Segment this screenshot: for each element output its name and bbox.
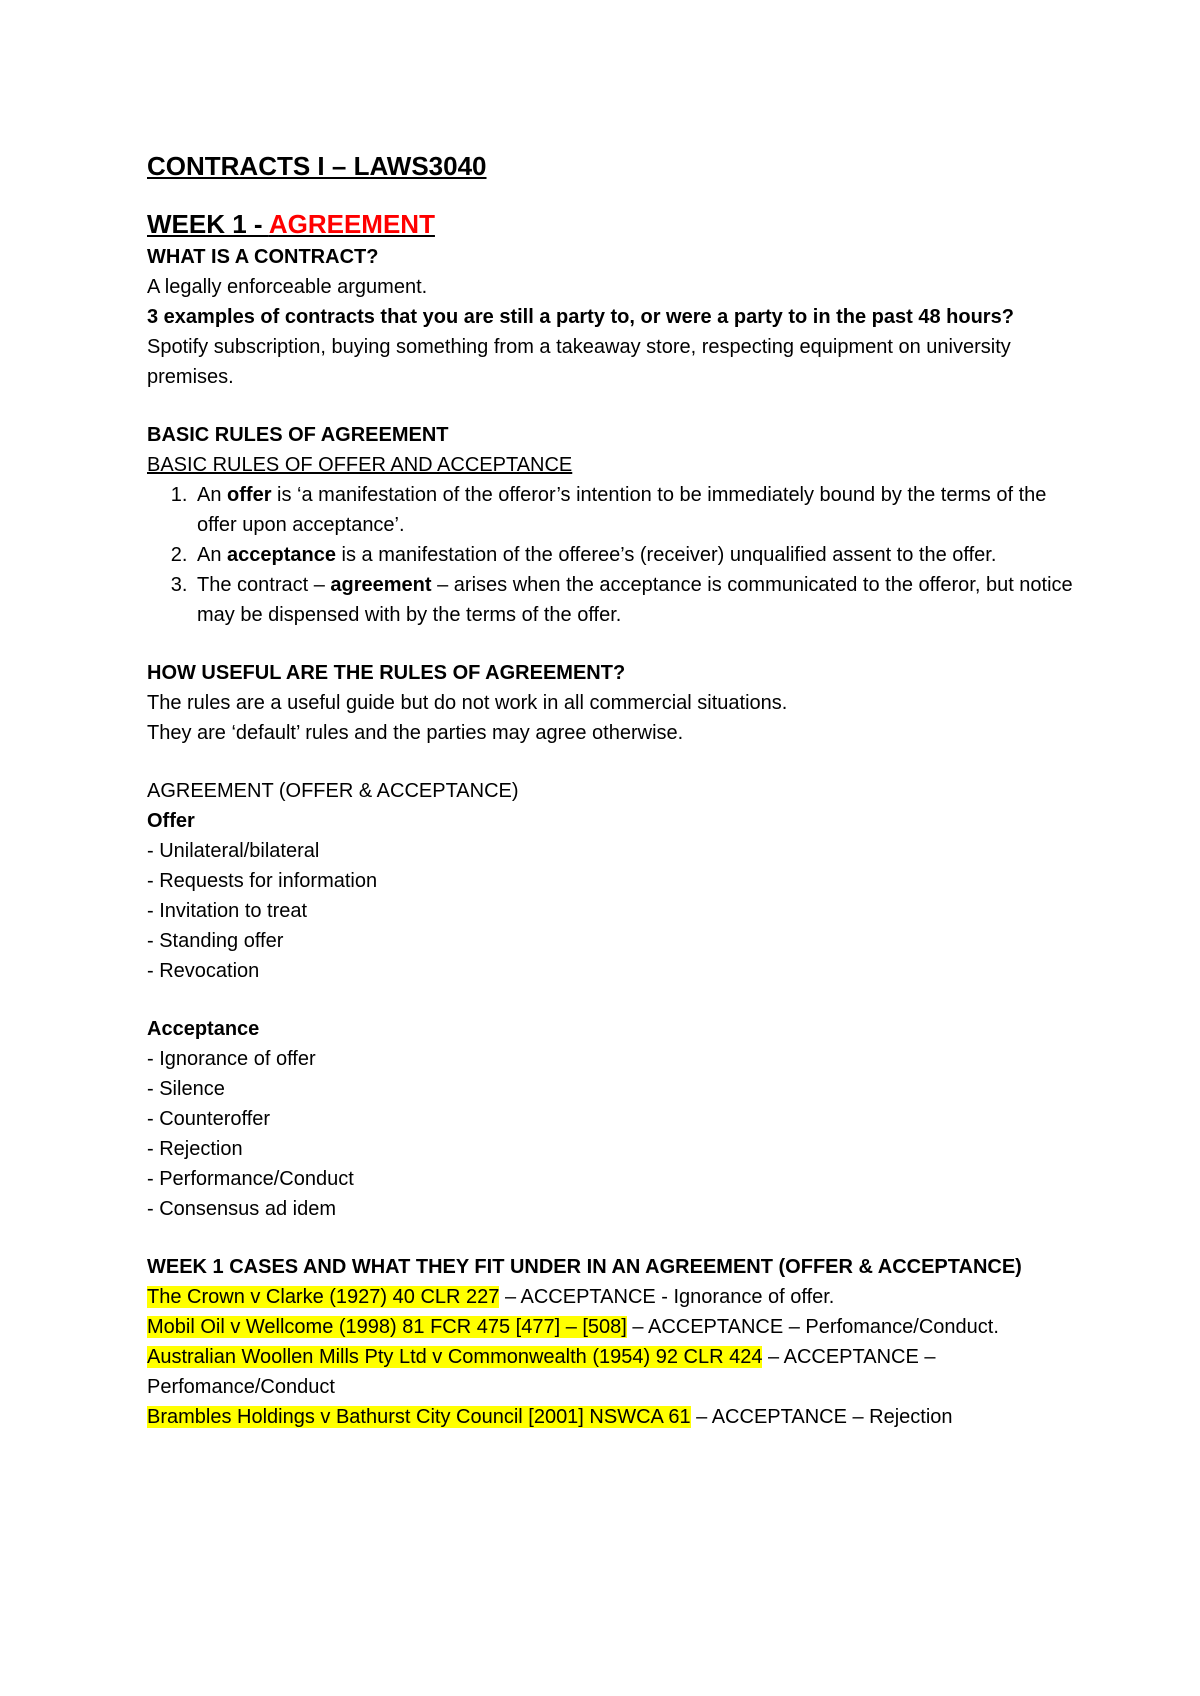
rule-text: is a manifestation of the offeree’s (receiver) unqualified assent to the offer. (336, 544, 997, 566)
case-entry (147, 1342, 1087, 1402)
rule-text: The contract – (197, 574, 331, 596)
list-item (193, 480, 1087, 540)
what-is-contract-answer: A legally enforceable argument. (147, 276, 428, 298)
list-item: - Requests for information (147, 870, 378, 892)
rule-term: agreement (330, 574, 432, 596)
rule-text: – arises when the acceptance is communicated to the offeror, but notice may be dispensed with by the terms of the offer. (197, 574, 1073, 626)
case-description: – ACCEPTANCE – Perfomance/Conduct. (626, 1316, 999, 1338)
rule-term: offer (227, 484, 272, 506)
spacer (147, 630, 1087, 658)
offer-label: Offer (147, 810, 195, 832)
week-heading-topic: AGREEMENT (268, 209, 435, 239)
week-heading-prefix: WEEK 1 - (147, 209, 269, 239)
examples-question: 3 examples of contracts that you are still a party to, or were a party to in the past 48 hours? (147, 306, 1014, 328)
rule-text: An (197, 544, 228, 566)
spacer (147, 1224, 1087, 1252)
list-item: - Rejection (147, 1138, 243, 1160)
week-heading (147, 206, 1087, 242)
case-description: – ACCEPTANCE – Perfomance/Conduct (147, 1346, 936, 1398)
list-item: - Silence (147, 1078, 225, 1100)
spacer (147, 748, 1087, 776)
document-title: CONTRACTS I – LAWS3040 (147, 151, 487, 181)
list-item (193, 540, 1087, 570)
list-item: - Consensus ad idem (147, 1198, 336, 1220)
basic-rules-heading: BASIC RULES OF AGREEMENT (147, 424, 449, 446)
usefulness-line: They are ‘default’ rules and the parties may agree otherwise. (147, 722, 684, 744)
list-item: - Counteroffer (147, 1108, 271, 1130)
case-name-highlight: The Crown v Clarke (1927) 40 CLR 227 (147, 1286, 500, 1308)
agreement-heading: AGREEMENT (OFFER & ACCEPTANCE) (147, 780, 519, 802)
rule-term: acceptance (227, 544, 336, 566)
cases-heading: WEEK 1 CASES AND WHAT THEY FIT UNDER IN AN AGREEMENT (OFFER & ACCEPTANCE) (147, 1256, 1022, 1278)
basic-rules-subheading: BASIC RULES OF OFFER AND ACCEPTANCE (147, 454, 573, 476)
document-page (147, 148, 1087, 1432)
agreement-section (147, 776, 1087, 1224)
list-item: - Performance/Conduct (147, 1168, 354, 1190)
basic-rules-list (147, 480, 1087, 630)
usefulness-line: The rules are a useful guide but do not work in all commercial situations. (147, 692, 788, 714)
rule-text: An (197, 484, 228, 506)
case-entry (147, 1282, 1087, 1312)
what-is-contract-heading: WHAT IS A CONTRACT? (147, 246, 379, 268)
acceptance-label: Acceptance (147, 1018, 260, 1040)
list-item: - Unilateral/bilateral (147, 840, 320, 862)
case-name-highlight: Brambles Holdings v Bathurst City Council [2001] NSWCA 61 (147, 1406, 691, 1428)
case-description: – ACCEPTANCE - Ignorance of offer. (499, 1286, 835, 1308)
list-item: - Ignorance of offer (147, 1048, 316, 1070)
examples-answer: Spotify subscription, buying something from a takeaway store, respecting equipment on university premises. (147, 336, 1011, 388)
usefulness-heading: HOW USEFUL ARE THE RULES OF AGREEMENT? (147, 662, 626, 684)
case-name-highlight: Australian Woollen Mills Pty Ltd v Commonwealth (1954) 92 CLR 424 (147, 1346, 763, 1368)
usefulness-section (147, 658, 1087, 748)
list-item (193, 570, 1087, 630)
list-item: - Revocation (147, 960, 260, 982)
basic-rules-section (147, 420, 1087, 630)
spacer (147, 986, 1087, 1014)
list-item: - Invitation to treat (147, 900, 308, 922)
list-item: - Standing offer (147, 930, 284, 952)
rule-text: is ‘a manifestation of the offeror’s intention to be immediately bound by the terms of the offer upon acceptance’. (197, 484, 1047, 536)
what-is-contract-section (147, 242, 1087, 392)
spacer (147, 392, 1087, 420)
cases-section (147, 1252, 1087, 1432)
case-entry (147, 1312, 1087, 1342)
case-name-highlight: Mobil Oil v Wellcome (1998) 81 FCR 475 [477] – [508] (147, 1316, 627, 1338)
case-entry (147, 1402, 1087, 1432)
case-description: – ACCEPTANCE – Rejection (690, 1406, 953, 1428)
